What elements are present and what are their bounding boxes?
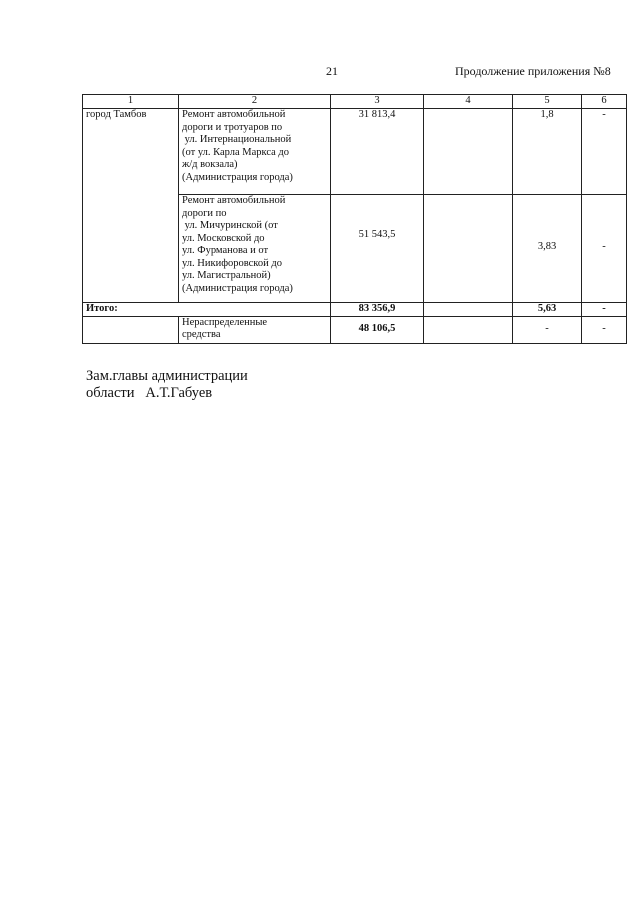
description-line: ул. Мичуринской (от [182, 220, 278, 231]
dash-cell: - [582, 195, 627, 303]
description-line: Нераспределенные [182, 316, 268, 328]
description-line: дороги по [182, 207, 227, 219]
value-cell: 3,83 [513, 195, 582, 303]
total-amount: 83 356,9 [331, 303, 424, 317]
column-header: 4 [424, 95, 513, 109]
total-value: 5,63 [513, 303, 582, 317]
description-line: (от ул. Карла Маркса до [182, 146, 290, 158]
amount-cell: 51 543,5 [331, 195, 424, 303]
description-cell [179, 109, 331, 195]
description-cell [179, 316, 331, 343]
appendix-table [82, 94, 627, 344]
amount-cell: 31 813,4 [331, 109, 424, 195]
description-line: ул. Интернациональной [182, 134, 292, 145]
dash-cell: - [582, 109, 627, 195]
column-header: 5 [513, 95, 582, 109]
description-line: ул. Никифоровской до [182, 257, 282, 269]
dash-cell: - [513, 316, 582, 343]
table-row [83, 109, 627, 195]
city-cell: город Тамбов [83, 109, 179, 303]
description-line: Ремонт автомобильной [182, 109, 286, 120]
value-cell: 1,8 [513, 109, 582, 195]
empty-cell [424, 303, 513, 317]
description-line: дороги и тротуаров по [182, 121, 283, 133]
dash-cell: - [582, 316, 627, 343]
column-header: 3 [331, 95, 424, 109]
description-cell [179, 195, 331, 303]
description-line: ж/д вокзала) [182, 159, 238, 170]
description-line: средства [182, 329, 221, 340]
undistributed-row [83, 316, 627, 343]
signature-name: области А.Т.Габуев [86, 385, 213, 401]
continuation-title: Продолжение приложения №8 [455, 64, 611, 78]
description-line: ул. Магистральной) [182, 270, 271, 281]
total-label: Итого: [83, 303, 331, 317]
empty-cell [424, 316, 513, 343]
column-number-row [83, 95, 627, 109]
signature-block [86, 368, 248, 402]
undistributed-amount: 48 106,5 [331, 316, 424, 343]
empty-cell [83, 316, 179, 343]
empty-cell [424, 109, 513, 195]
description-line: (Администрация города) [182, 171, 293, 183]
description-line: Ремонт автомобильной [182, 195, 286, 206]
column-header: 1 [83, 95, 179, 109]
page-number: 21 [326, 64, 338, 78]
signature-title: Зам.главы администрации [86, 368, 248, 384]
empty-cell [424, 195, 513, 303]
description-line: ул. Фурманова и от [182, 245, 269, 256]
column-header: 2 [179, 95, 331, 109]
description-line: (Администрация города) [182, 282, 293, 294]
total-row [83, 303, 627, 317]
total-dash: - [582, 303, 627, 317]
column-header: 6 [582, 95, 627, 109]
description-line: ул. Московской до [182, 232, 265, 244]
